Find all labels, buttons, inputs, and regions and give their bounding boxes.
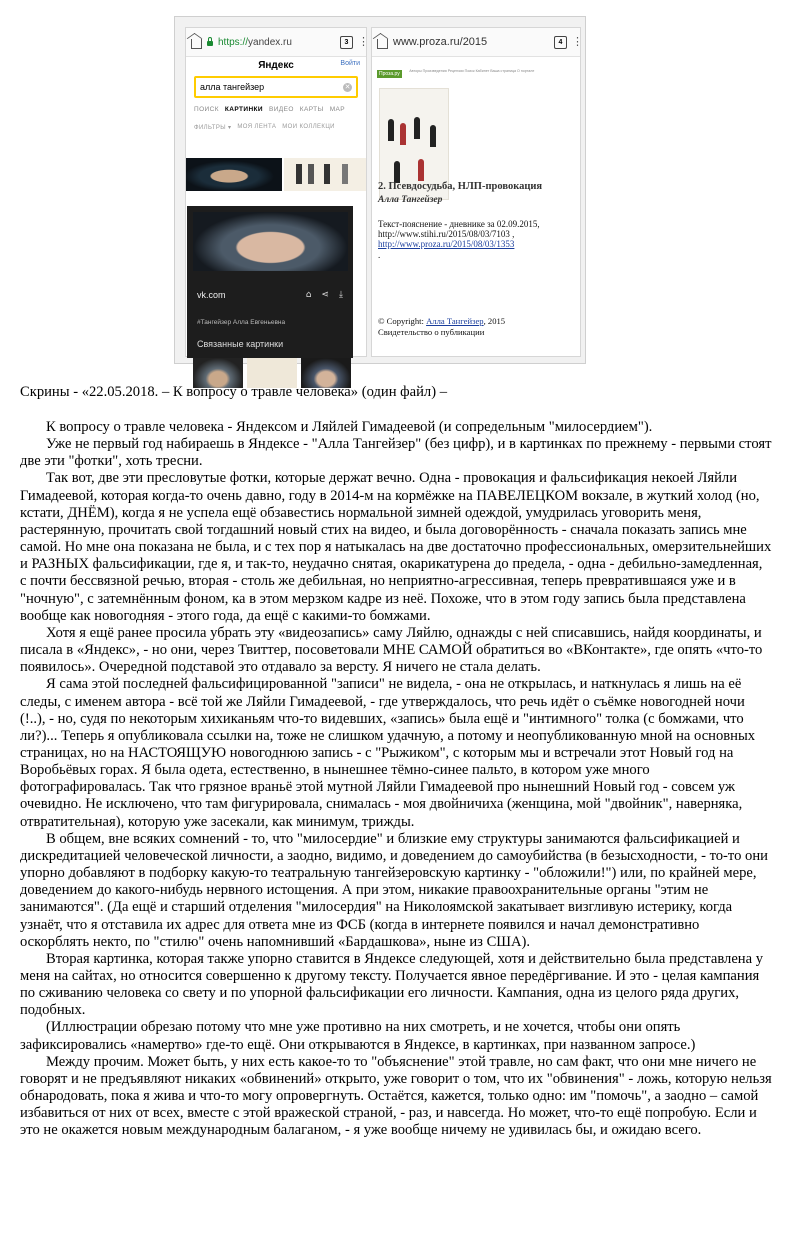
article-text [378, 180, 578, 260]
image-viewer [187, 206, 353, 358]
article-author[interactable]: Алла Тангейзер [378, 195, 443, 205]
filter-bar [186, 113, 366, 131]
tab-video[interactable]: ВИДЕО [268, 106, 294, 113]
proza-phone-screenshot [371, 27, 581, 357]
yandex-logo: Яндекс [258, 60, 294, 71]
site-logo[interactable]: Проза.ру [379, 71, 400, 77]
tabs-icon[interactable]: 3 [340, 36, 353, 49]
viewer-photo[interactable] [193, 212, 348, 271]
paragraph: В общем, вне всяких сомнений - то, что "милосердие" и близкие ему структуры занимаются фальсификацией и дискредитацией человеческой личности, а заодно, видимо, и доведением до самоубийства (в безысходности, - то-то они упорно добавляют в подборку какую-то театральную тангейзеровскую картинку - "обложили!") или, по крайней мере, доведением до какого-нибудь нервного истощения. А при этом, никакие правоохранительные органы "этим не занимаются". (Да ещё и старший отделения "милосердия" на Николоямской закатывает визгливую истерику, когда узнаёт, что я отставила их адрес для ответа мне из ФСБ (когда в интернете появился и начал демонстративно оскорблять некто, по "стилю" очень напомнивший «Бардашкова», ныне из США). [20, 830, 768, 950]
home-icon[interactable] [191, 39, 202, 49]
article-body: Текст-пояснение - дневнике за 02.09.2015, http://www.stihi.ru/2015/08/03/7103 , http://www.proza.ru/2015/08/03/1353 . [378, 219, 540, 260]
tab-images[interactable]: КАРТИНКИ [224, 106, 263, 113]
paragraph: Вторая картинка, которая также упорно ставится в Яндексе следующей, хотя и действительно была представлена у меня на сайтах, но относится совершенно к другому тексту. Получается явное передёргивание. И это - целая кампания по сживанию человека со свету и по упорной фальсификации его личности. Кампания, одна из целого ряда других, подобных. [20, 950, 764, 1019]
search-tabs [186, 98, 366, 113]
stihi-link[interactable]: http://www.stihi.ru/2015/08/03/7103 [378, 229, 510, 240]
share-icon[interactable]: ⋖ [321, 290, 330, 300]
paragraph: Так вот, две эти пресловутые фотки, которые держат вечно. Одна - провокация и фальсификация некоей Ляйли Гимадеевой, которая когда-то очень давно, году в 2014-м на кормёжке на ПАВЕЛЕЦКОМ вокзале, в жуткий холод (но, кстати, ДНЁМ), когда я не успела ещё обзавестись нормальной зимней одеждой, умудрилась уговорить меня, растерянную, прочитать свой тогдашний новый стих на видео, и была договорённость - сначала показать запись мне самой. Но мне она показана не была, и с тех пор я натыкалась на две достаточно профессиональных, омерзительнейших и РАЗНЫХ фальсификации, где я, и так-то, неудачно снятая, окарикатурена до предела, - одна - дебильно-замедленная, с почти бессвязной речью, вторая - столь же дебильная, но неприятно-агрессивная, теперь превратившаяся уже и в "ночную", с затемнённым фоном, ка в этом мерзком кадре из неё. Похоже, что в этом году запись была представлена вообще как новогодняя - этого года, да ещё с какими-то бомжами. [20, 470, 772, 624]
site-menu[interactable]: Авторы Произведения Рецензии Поиск Кабинет Ваша страница О портале [409, 68, 535, 73]
menu-dots-icon[interactable]: ⋮ [358, 35, 369, 48]
camera-icon[interactable]: ⌂ [305, 290, 312, 300]
filters-button[interactable]: ФИЛЬТРЫ ▾ [194, 125, 232, 131]
image-tag[interactable]: #Тангейзер Алла Евгеньевна [197, 319, 286, 326]
tab-maps[interactable]: КАРТЫ [299, 106, 324, 113]
screenshot-caption: Скрины - «22.05.2018. – К вопросу о травле человека» (один файл) – [20, 384, 447, 400]
yandex-header [186, 57, 366, 73]
search-query: алла тангейзер [200, 82, 265, 92]
search-input[interactable] [194, 76, 358, 98]
menu-dots-icon[interactable]: ⋮ [572, 35, 583, 48]
url-text[interactable]: www.proza.ru/2015 [393, 36, 488, 48]
login-link[interactable]: Войти [340, 60, 360, 67]
site-header [377, 62, 577, 80]
source-domain[interactable]: vk.com [197, 290, 226, 300]
tab-market[interactable]: МАР [329, 106, 345, 113]
paragraph: Уже не первый год набираешь в Яндексе - "Алла Тангейзер" (без цифр), и в картинках по прежнему - первыми стоят две эти "фотки", хоть тресни. [20, 436, 772, 470]
lock-icon [207, 41, 213, 46]
image-thumbnail[interactable] [284, 158, 366, 191]
address-bar[interactable] [372, 28, 583, 57]
screenshot-collage [174, 16, 586, 364]
viewer-actions [306, 290, 343, 300]
paragraph: Между прочим. Может быть, у них есть какое-то то "объяснение" этой травле, но сам факт, что они мне ничего не говорят и не предъявляют никаких «обвинений» открыто, уже говорит о том, что их "обвинения" - ложь, которую нельзя обнародовать, пока я жива и что-то могу опровергнуть. Остаётся, кажется, только одно: им "помочь", а заодно – самой избавиться от них от всех, вместе с этой вражеской страной, - раз, и навсегда. Но может, что-то ещё попробую. Если и это не окажется новым международным балаганом, - я уже вообще ничему не удивилась бы, и ожидаю всего. [20, 1053, 772, 1139]
home-icon[interactable] [377, 39, 388, 49]
certificate-link[interactable]: Свидетельство о публикации [378, 326, 485, 337]
clear-icon[interactable]: ✕ [344, 83, 351, 91]
image-thumbnail[interactable] [186, 158, 282, 191]
related-heading: Связанные картинки [197, 339, 284, 349]
image-results-row [186, 158, 366, 191]
copyright-author-link[interactable]: Алла Тангейзер [426, 316, 484, 326]
url-text[interactable]: https://yandex.ru [218, 36, 292, 48]
yandex-phone-screenshot [185, 27, 367, 357]
paragraph: Я сама этой последней фальсифицированной "записи" не видела, - она не открылась, и наткнулась я лишь на её следы, с именем автора - всё той же Ляйли Гимадеевой, - где утверждалось, что речь идёт о съёмке новогодней ночи (!..), - но, судя по некоторым хихиканьям что-то видевших, «запись» была ещё и "интимного" толка (с бомжами, что ли?)... Теперь я опубликовала ссылки на, тоже не слишком удачную, а потому и неопубликованную мной на основных страницах, но на НАСТОЯЩУЮ новогоднюю запись - с "Рыжиком", с которым мы и встречали этот Новый год на Воробьёвых горах. Я была одета, естественно, в нынешнее тёмно-синее пальто, в котором уже много фотографировалась. Так что грязное враньё этой мутной Ляйли Гимадеевой про нынешний Новый год - совсем уж очевидно. Не исключено, что там фигурировала, снималась - моя двойничиха (женщина, мой "двойник", наверняка, отвратительная), которую уже засекали, как минимум, трижды. [20, 676, 756, 830]
my-collections-link[interactable]: МОИ КОЛЛЕКЦИ [282, 124, 335, 130]
tabs-icon[interactable]: 4 [554, 36, 567, 49]
paragraph: (Иллюстрации обрезаю потому что мне уже противно на них смотреть, и не хочется, чтобы они опять зафиксировались «намертво» где-то ещё. Они открываются в Яндексе, в картинках, при названном запросе.) [20, 1019, 696, 1053]
paragraph: Хотя я ещё ранее просила убрать эту «видеозапись» саму Ляйлю, однажды с ней списавшись, найдя координаты, и писала в «Яндекс», - но они, через Твиттер, посоветовали МНЕ САМОЙ обратиться во «ВКонтакте», где опять «что-то появилось». Очередной подставой это отдавало за версту. Я ничего не стала делать. [20, 624, 763, 676]
download-icon[interactable]: ⤓ [339, 290, 343, 300]
address-bar[interactable] [186, 28, 369, 57]
article-title: 2. Псевдосудьба, НЛП-провокация [378, 181, 543, 192]
my-feed-link[interactable]: МОЯ ЛЕНТА [237, 124, 277, 130]
copyright-block: © Copyright: Алла Тангейзер, 2015 Свидетельство о публикации [378, 316, 506, 337]
tab-search[interactable]: ПОИСК [194, 106, 219, 113]
proza-link[interactable]: http://www.proza.ru/2015/08/03/1353 [378, 239, 515, 250]
paragraph: К вопросу о травле человека - Яндексом и Ляйлей Гимадеевой (и сопредельным "милосердием"). [46, 419, 653, 435]
article-body-text [20, 419, 772, 1140]
